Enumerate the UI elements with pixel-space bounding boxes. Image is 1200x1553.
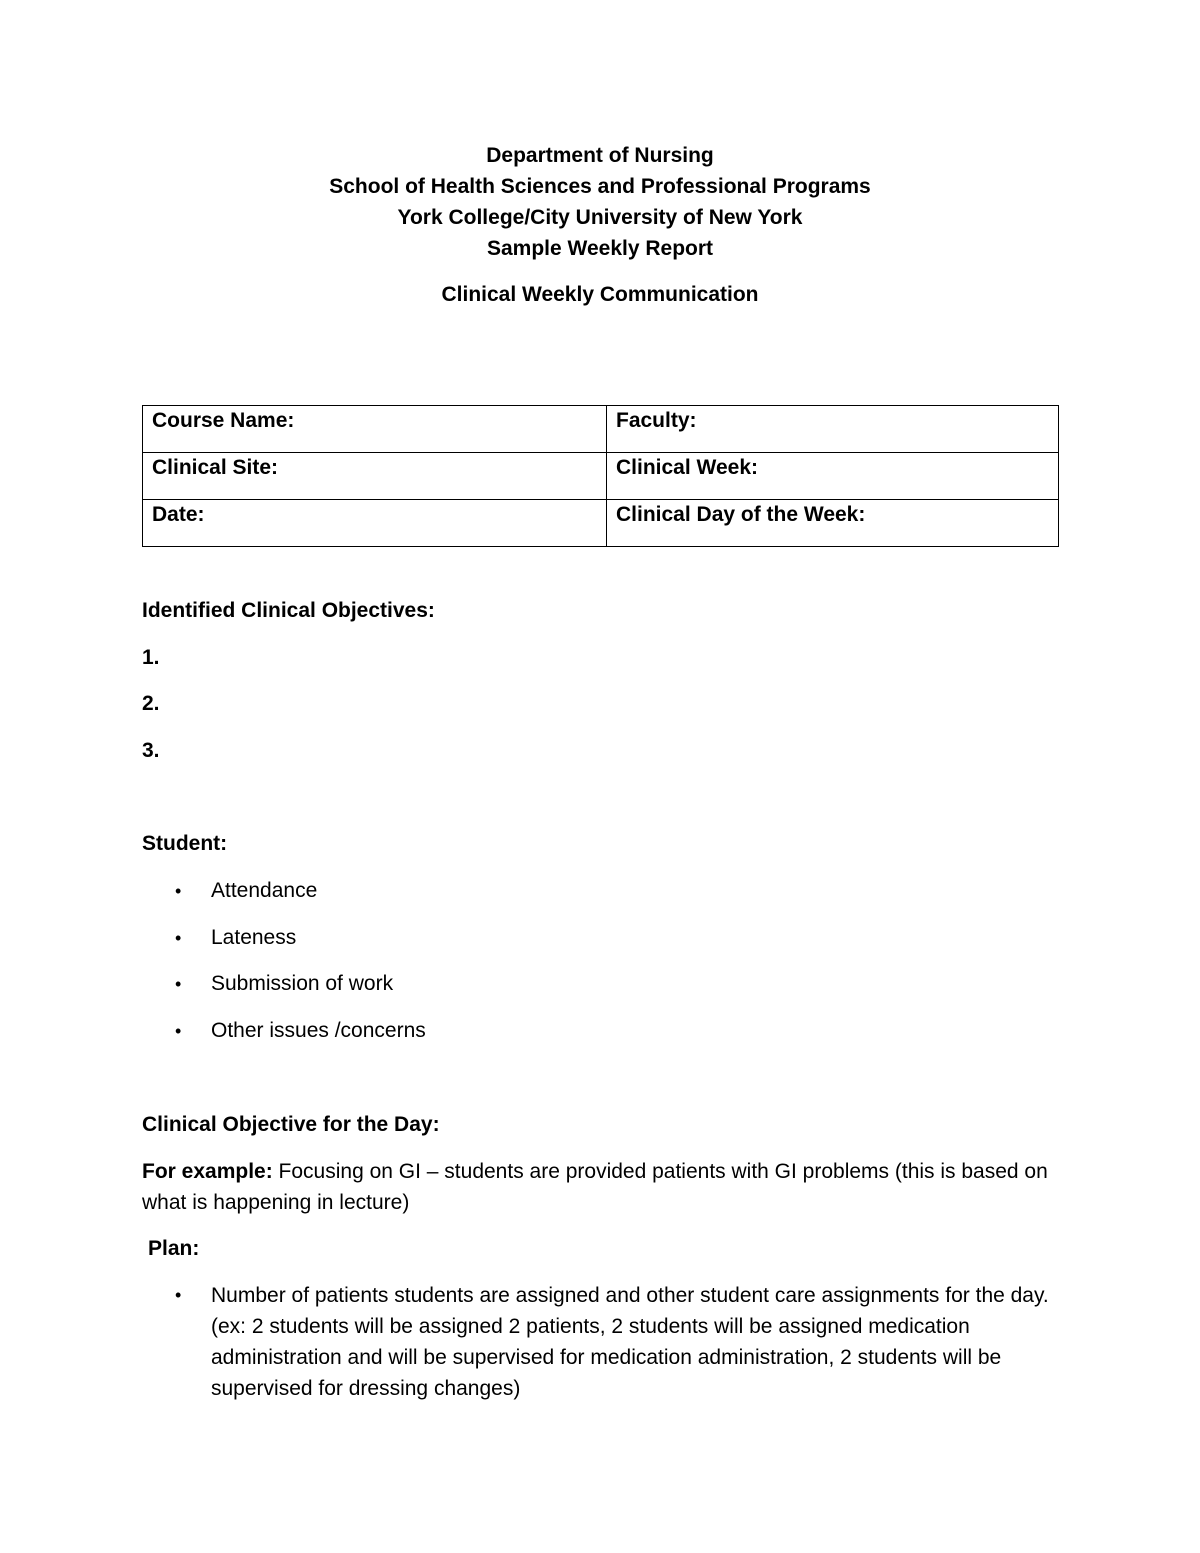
table-row bbox=[143, 453, 1059, 500]
list-item bbox=[175, 924, 296, 952]
clinical-week-cell: Clinical Week: bbox=[607, 453, 1059, 500]
table-row bbox=[143, 500, 1059, 547]
example-text: Focusing on GI – students are provided patients with GI problems (this is based on what is happening in lecture) bbox=[142, 1160, 1048, 1214]
clinical-day-cell: Clinical Day of the Week: bbox=[607, 500, 1059, 547]
list-item bbox=[175, 1280, 1055, 1404]
list-item bbox=[175, 970, 393, 998]
bullet-icon: • bbox=[175, 928, 182, 948]
school-title: School of Health Sciences and Professional Programs bbox=[329, 175, 871, 198]
example-paragraph bbox=[142, 1156, 1052, 1218]
clinical-site-cell: Clinical Site: bbox=[143, 453, 607, 500]
course-name-cell: Course Name: bbox=[143, 406, 607, 453]
other-issues-label: Other issues /concerns bbox=[211, 1019, 426, 1042]
department-title: Department of Nursing bbox=[486, 144, 714, 167]
report-title: Sample Weekly Report bbox=[486, 237, 714, 260]
college-title: York College/City University of New York bbox=[397, 206, 803, 229]
objective-item-2: 2. bbox=[142, 692, 160, 715]
bullet-icon: • bbox=[175, 974, 182, 994]
bullet-icon: • bbox=[175, 1021, 182, 1041]
plan-heading: Plan: bbox=[148, 1237, 200, 1260]
bullet-icon: • bbox=[175, 881, 182, 901]
communication-title: Clinical Weekly Communication bbox=[441, 283, 759, 306]
course-info-table bbox=[142, 405, 1059, 547]
plan-description: Number of patients students are assigned and other student care assignments for the day. (ex: 2 students will be assigned 2 patients, 2 students will be assigned medication administration and will be supervised for medication administration, 2 students will be supervised for dressing changes) bbox=[211, 1284, 1049, 1400]
document-header bbox=[0, 140, 1200, 310]
objective-day-heading: Clinical Objective for the Day: bbox=[142, 1113, 440, 1136]
table-row bbox=[143, 406, 1059, 453]
objective-item-3: 3. bbox=[142, 739, 160, 762]
submission-label: Submission of work bbox=[211, 972, 394, 995]
date-cell: Date: bbox=[143, 500, 607, 547]
attendance-label: Attendance bbox=[211, 879, 318, 902]
lateness-label: Lateness bbox=[211, 926, 297, 949]
list-item bbox=[175, 877, 317, 905]
student-heading: Student: bbox=[142, 832, 228, 855]
faculty-cell: Faculty: bbox=[607, 406, 1059, 453]
bullet-icon: • bbox=[175, 1285, 182, 1305]
example-label: For example: bbox=[142, 1160, 273, 1183]
list-item bbox=[175, 1017, 426, 1045]
objectives-heading: Identified Clinical Objectives: bbox=[142, 599, 435, 622]
objective-item-1: 1. bbox=[142, 646, 160, 669]
